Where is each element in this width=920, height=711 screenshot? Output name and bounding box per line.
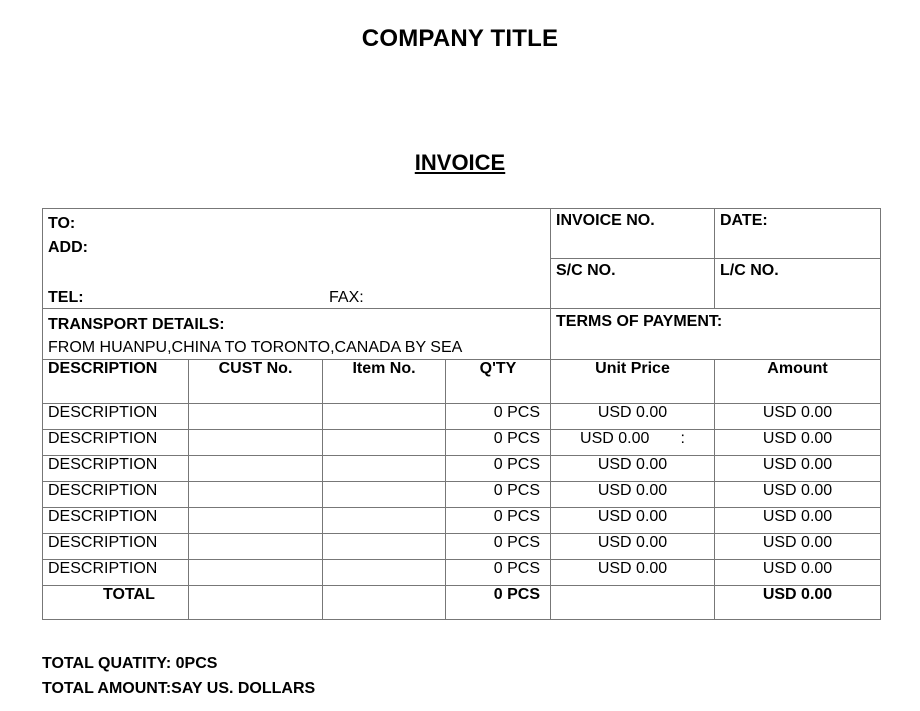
invoice-heading: INVOICE bbox=[414, 150, 506, 175]
row-item-no bbox=[323, 482, 446, 508]
company-title: COMPANY TITLE bbox=[361, 25, 559, 52]
row-cust-no bbox=[189, 482, 323, 508]
row-qty: 0 PCS bbox=[446, 508, 551, 534]
table-row bbox=[43, 456, 881, 482]
row-item-no bbox=[323, 456, 446, 482]
add-label: ADD: bbox=[48, 239, 88, 256]
total-amount: USD 0.00 bbox=[715, 586, 881, 620]
sc-no-label: S/C NO. bbox=[551, 259, 715, 309]
row-amount: USD 0.00 bbox=[715, 534, 881, 560]
col-header-item-no: Item No. bbox=[323, 360, 446, 404]
row-qty: 0 PCS bbox=[446, 430, 551, 456]
row-qty: 0 PCS bbox=[446, 456, 551, 482]
table-row bbox=[43, 560, 881, 586]
row-qty: 0 PCS bbox=[446, 560, 551, 586]
total-cust-no bbox=[189, 586, 323, 620]
row-amount: USD 0.00 bbox=[715, 508, 881, 534]
table-row bbox=[43, 508, 881, 534]
row-unit-price: USD 0.00 : bbox=[551, 430, 715, 456]
row-description: DESCRIPTION bbox=[43, 508, 189, 534]
row-unit-price: USD 0.00 bbox=[551, 508, 715, 534]
total-amount-summary: TOTAL AMOUNT:SAY US. DOLLARS bbox=[42, 680, 316, 697]
col-header-cust-no: CUST No. bbox=[189, 360, 323, 404]
tel-label: TEL: bbox=[48, 289, 84, 306]
table-row bbox=[43, 534, 881, 560]
row-description: DESCRIPTION bbox=[43, 560, 189, 586]
total-item-no bbox=[323, 586, 446, 620]
row-qty: 0 PCS bbox=[446, 482, 551, 508]
invoice-table bbox=[42, 208, 881, 620]
row-cust-no bbox=[189, 560, 323, 586]
row-unit-price: USD 0.00 bbox=[551, 560, 715, 586]
row-amount: USD 0.00 bbox=[715, 482, 881, 508]
date-label: DATE: bbox=[715, 209, 881, 259]
row-item-no bbox=[323, 534, 446, 560]
row-amount: USD 0.00 bbox=[715, 456, 881, 482]
table-row bbox=[43, 430, 881, 456]
invoice-no-label: INVOICE NO. bbox=[551, 209, 715, 259]
row-description: DESCRIPTION bbox=[43, 534, 189, 560]
table-row bbox=[43, 404, 881, 430]
total-row bbox=[43, 586, 881, 620]
row-cust-no bbox=[189, 534, 323, 560]
row-item-no bbox=[323, 560, 446, 586]
col-header-amount: Amount bbox=[715, 360, 881, 404]
row-description: DESCRIPTION bbox=[43, 456, 189, 482]
lc-no-label: L/C NO. bbox=[715, 259, 881, 309]
row-unit-price: USD 0.00 bbox=[551, 534, 715, 560]
total-unit-price bbox=[551, 586, 715, 620]
col-header-unit-price: Unit Price bbox=[551, 360, 715, 404]
transport-cell bbox=[43, 309, 551, 360]
row-amount: USD 0.00 bbox=[715, 404, 881, 430]
row-amount: USD 0.00 bbox=[715, 560, 881, 586]
col-header-qty: Q'TY bbox=[446, 360, 551, 404]
col-header-description: DESCRIPTION bbox=[43, 360, 189, 404]
row-cust-no bbox=[189, 508, 323, 534]
row-unit-price: USD 0.00 bbox=[551, 404, 715, 430]
row-qty: 0 PCS bbox=[446, 404, 551, 430]
info-row-1 bbox=[43, 209, 881, 259]
row-cust-no bbox=[189, 456, 323, 482]
terms-of-payment-label: TERMS OF PAYMENT: bbox=[551, 309, 881, 360]
transport-row bbox=[43, 309, 881, 360]
row-description: DESCRIPTION bbox=[43, 430, 189, 456]
row-item-no bbox=[323, 404, 446, 430]
table-row bbox=[43, 482, 881, 508]
total-quantity-summary: TOTAL QUATITY: 0PCS bbox=[42, 655, 218, 672]
total-qty: 0 PCS bbox=[446, 586, 551, 620]
row-amount: USD 0.00 bbox=[715, 430, 881, 456]
row-unit-price: USD 0.00 bbox=[551, 456, 715, 482]
row-description: DESCRIPTION bbox=[43, 404, 189, 430]
row-item-no bbox=[323, 430, 446, 456]
transport-label: TRANSPORT DETAILS: bbox=[48, 316, 225, 333]
row-cust-no bbox=[189, 430, 323, 456]
total-label: TOTAL bbox=[43, 586, 189, 620]
to-label: TO: bbox=[48, 215, 76, 232]
row-description: DESCRIPTION bbox=[43, 482, 189, 508]
row-unit-price: USD 0.00 bbox=[551, 482, 715, 508]
buyer-info-cell bbox=[43, 209, 551, 309]
row-cust-no bbox=[189, 404, 323, 430]
column-header-row bbox=[43, 360, 881, 404]
row-qty: 0 PCS bbox=[446, 534, 551, 560]
row-item-no bbox=[323, 508, 446, 534]
fax-label: FAX: bbox=[329, 289, 364, 306]
transport-value: FROM HUANPU,CHINA TO TORONTO,CANADA BY SEA bbox=[48, 339, 463, 356]
